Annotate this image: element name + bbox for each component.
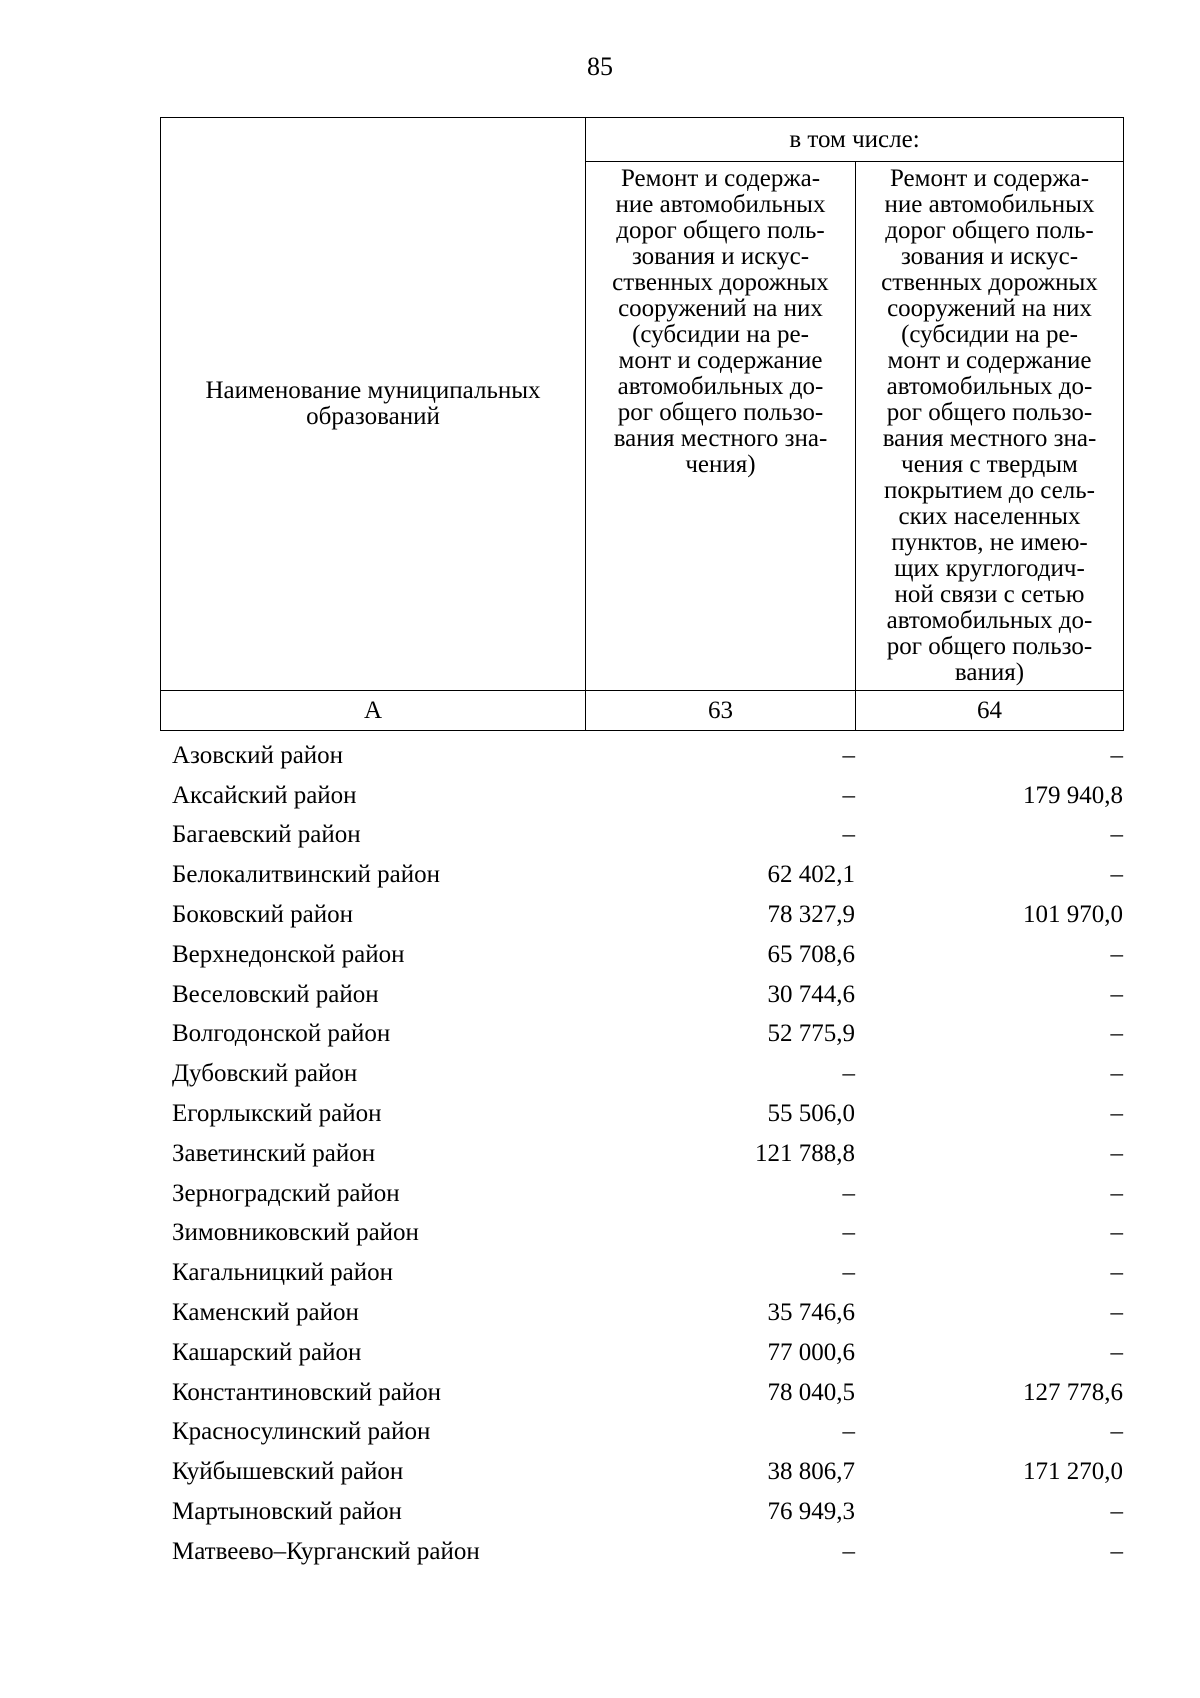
row-value-63: – <box>842 821 855 849</box>
column-header-line: покрытием до сель- <box>884 477 1095 504</box>
column-header-line: автомобильных до- <box>617 373 824 400</box>
row-name: Азовский район <box>172 741 344 769</box>
column-code-64: 64 <box>856 691 1124 731</box>
row-value-64: – <box>1110 861 1123 889</box>
table-row <box>160 1214 1135 1254</box>
column-header-line: рог общего пользо- <box>617 399 824 426</box>
row-value-64: – <box>1110 741 1123 769</box>
row-name: Кагальницкий район <box>172 1259 394 1287</box>
row-value-63: 30 744,6 <box>767 980 855 1008</box>
row-value-63: 78 327,9 <box>767 901 855 929</box>
column-header-line: рог общего пользо- <box>886 399 1093 426</box>
row-value-64: – <box>1110 1418 1123 1446</box>
column-header-line: (субсидии на ре- <box>901 321 1078 348</box>
table-row <box>160 776 1135 816</box>
row-value-63: – <box>842 1418 855 1446</box>
row-value-63: – <box>842 1219 855 1247</box>
column-header-line: вания) <box>954 659 1025 686</box>
column-header-line: автомобильных до- <box>886 373 1093 400</box>
row-value-63: 62 402,1 <box>767 861 855 889</box>
row-name: Дубовский район <box>172 1060 358 1088</box>
column-header-line: чения с твердым <box>901 451 1078 478</box>
row-value-63: – <box>842 1179 855 1207</box>
row-name: Волгодонской район <box>172 1020 391 1048</box>
row-value-64: – <box>1110 1060 1123 1088</box>
table-row <box>160 935 1135 975</box>
row-value-64: – <box>1110 1498 1123 1526</box>
row-value-64: – <box>1110 1100 1123 1128</box>
row-value-63: – <box>842 1060 855 1088</box>
row-value-64: 127 778,6 <box>1023 1378 1123 1406</box>
row-name: Каменский район <box>172 1299 359 1327</box>
column-header-line: ственных дорожных <box>612 269 829 296</box>
table-header <box>160 117 1124 731</box>
row-name: Зимовниковский район <box>172 1219 419 1247</box>
column-header-line: сооружений на них <box>618 295 823 322</box>
row-value-64: – <box>1110 1020 1123 1048</box>
row-value-64: 101 970,0 <box>1023 901 1123 929</box>
row-value-63: 52 775,9 <box>767 1020 855 1048</box>
table-row <box>160 1333 1135 1373</box>
column-header-line: Ремонт и содержа- <box>889 165 1090 192</box>
column-header-line: пунктов, не имею- <box>891 529 1088 556</box>
row-value-64: – <box>1110 821 1123 849</box>
table-row <box>160 975 1135 1015</box>
column-code-a: А <box>161 691 586 731</box>
column-header-line: ских населенных <box>898 503 1081 530</box>
row-name: Веселовский район <box>172 980 379 1008</box>
row-value-64: – <box>1110 1299 1123 1327</box>
row-value-63: 77 000,6 <box>767 1338 855 1366</box>
row-name: Заветинский район <box>172 1139 376 1167</box>
table-row <box>160 1054 1135 1094</box>
row-value-64: – <box>1110 1537 1123 1565</box>
row-value-64: – <box>1110 1338 1123 1366</box>
column-header-line: зования и искус- <box>631 243 810 270</box>
row-value-64: 171 270,0 <box>1023 1458 1123 1486</box>
row-value-63: 35 746,6 <box>767 1299 855 1327</box>
row-name: Зерноградский район <box>172 1179 400 1207</box>
row-name: Белокалитвинский район <box>172 861 440 889</box>
row-name: Багаевский район <box>172 821 361 849</box>
table-row <box>160 1413 1135 1453</box>
row-value-63: – <box>842 1259 855 1287</box>
column-header-line: ние автомобильных <box>884 191 1095 218</box>
column-header-name: Наименование муниципальных образований <box>161 118 586 691</box>
column-header-line: рог общего пользо- <box>886 633 1093 660</box>
table-row <box>160 816 1135 856</box>
column-header-line: щих круглогодич- <box>894 555 1085 582</box>
row-value-63: 38 806,7 <box>767 1458 855 1486</box>
table-row <box>160 1094 1135 1134</box>
row-name: Куйбышевский район <box>172 1458 404 1486</box>
table-row <box>160 1253 1135 1293</box>
column-header-64 <box>856 162 1124 691</box>
table-row <box>160 736 1135 776</box>
column-header-line: дорог общего поль- <box>885 217 1094 244</box>
table-row <box>160 1532 1135 1572</box>
column-header-line: (субсидии на ре- <box>632 321 809 348</box>
table-row <box>160 1373 1135 1413</box>
row-name: Матвеево–Курганский район <box>172 1537 480 1565</box>
row-value-64: – <box>1110 1259 1123 1287</box>
table-row <box>160 1452 1135 1492</box>
row-value-63: – <box>842 741 855 769</box>
page-number: 85 <box>587 52 613 81</box>
row-name: Верхнедонской район <box>172 940 405 968</box>
column-code-63: 63 <box>586 691 856 731</box>
column-header-line: ственных дорожных <box>881 269 1098 296</box>
row-value-63: – <box>842 781 855 809</box>
column-header-line: монт и содержание <box>618 347 823 374</box>
column-header-line: ной связи с сетью <box>894 581 1085 608</box>
column-header-line: вания местного зна- <box>613 425 828 452</box>
row-value-63: 78 040,5 <box>767 1378 855 1406</box>
table-row <box>160 855 1135 895</box>
row-name: Красносулинский район <box>172 1418 431 1446</box>
row-value-63: 76 949,3 <box>767 1498 855 1526</box>
row-value-63: 65 708,6 <box>767 940 855 968</box>
row-value-64: 179 940,8 <box>1023 781 1123 809</box>
row-value-63: 121 788,8 <box>755 1139 855 1167</box>
row-name: Боковский район <box>172 901 353 929</box>
column-header-line: дорог общего поль- <box>616 217 825 244</box>
column-header-63 <box>586 162 856 691</box>
column-header-line: монт и содержание <box>887 347 1092 374</box>
row-name: Мартыновский район <box>172 1498 402 1526</box>
table-row <box>160 895 1135 935</box>
row-value-64: – <box>1110 1219 1123 1247</box>
column-header-line: ние автомобильных <box>615 191 826 218</box>
row-value-63: – <box>842 1537 855 1565</box>
column-header-line: вания местного зна- <box>882 425 1097 452</box>
table-row <box>160 1134 1135 1174</box>
row-value-64: – <box>1110 980 1123 1008</box>
row-name: Егорлыкский район <box>172 1100 382 1128</box>
table-row <box>160 1492 1135 1532</box>
table-row <box>160 1015 1135 1055</box>
row-value-64: – <box>1110 1179 1123 1207</box>
row-value-64: – <box>1110 1139 1123 1167</box>
table-row <box>160 1174 1135 1214</box>
column-header-line: зования и искус- <box>900 243 1079 270</box>
row-name: Аксайский район <box>172 781 357 809</box>
column-header-line: чения) <box>685 451 756 478</box>
row-value-63: 55 506,0 <box>767 1100 855 1128</box>
data-table <box>160 736 1135 1572</box>
row-value-64: – <box>1110 940 1123 968</box>
column-group-header: в том числе: <box>586 118 1124 162</box>
row-name: Кашарский район <box>172 1338 362 1366</box>
table-row <box>160 1293 1135 1333</box>
column-header-line: сооружений на них <box>887 295 1092 322</box>
column-header-line: Ремонт и содержа- <box>620 165 821 192</box>
column-header-line: автомобильных до- <box>886 607 1093 634</box>
row-name: Константиновский район <box>172 1378 442 1406</box>
